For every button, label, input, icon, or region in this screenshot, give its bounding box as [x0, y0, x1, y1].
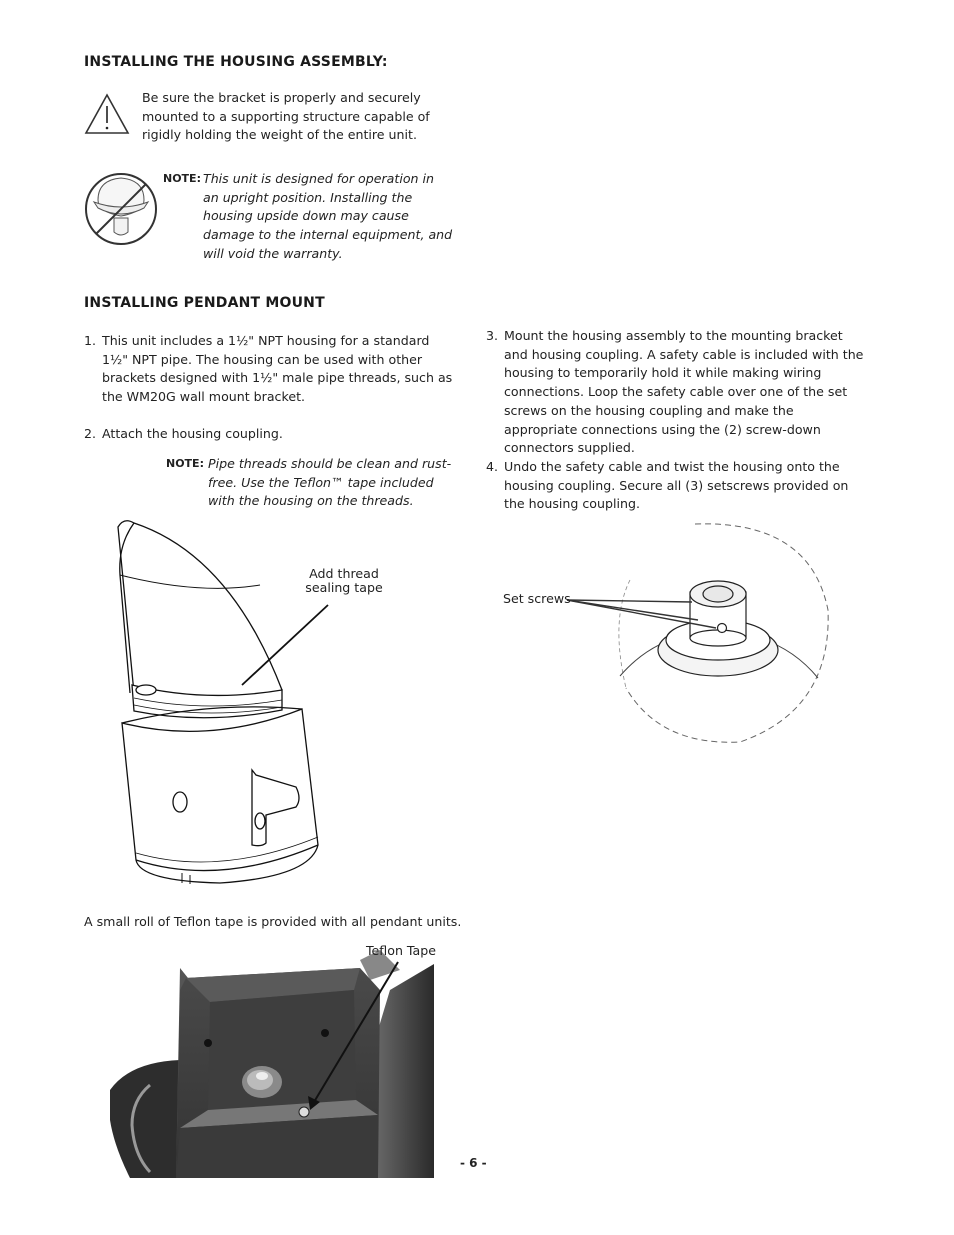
step-3	[486, 327, 870, 458]
step-number: 4.	[486, 459, 499, 474]
teflon-caption: A small roll of Teflon tape is provided with all pendant units.	[84, 914, 462, 929]
step-number: 2.	[84, 426, 97, 441]
teflon-tape-label: Teflon Tape	[366, 943, 436, 958]
set-screws-illustration	[600, 520, 832, 746]
step-4	[486, 458, 870, 514]
step-text: Mount the housing assembly to the mounting bracket and housing coupling. A safety cable is included with the housing to temporarily hold it while making wiring connections. Loop the safety cable over one of the set screws on the housing coupling and make the appropriate connections using the (2) screw-down connectors supplied.	[504, 328, 864, 456]
warning-icon	[84, 92, 130, 136]
warning-text: Be sure the bracket is properly and securely mounted to a supporting structure capable of rigidly holding the weight of the entire unit.	[142, 90, 430, 143]
step-number: 1.	[84, 333, 97, 348]
note-text: This unit is designed for operation in an upright position. Installing the housing upside down may cause damage to the internal equipment, and will void the warranty.	[203, 171, 453, 261]
note-label: NOTE:	[163, 172, 201, 185]
note-text: Pipe threads should be clean and rust-free. Use the Teflon™ tape included with the housing on the threads.	[208, 456, 452, 509]
step-1	[84, 332, 456, 407]
no-upside-down-icon	[84, 172, 158, 246]
set-screws-label: Set screws	[503, 591, 571, 606]
section-title-pendant: INSTALLING PENDANT MOUNT	[84, 295, 325, 311]
page-number: - 6 -	[460, 1156, 487, 1170]
teflon-box-photo	[110, 950, 440, 1182]
step-text: Undo the safety cable and twist the housing onto the housing coupling. Secure all (3) setscrews provided on the housing coupling.	[504, 459, 849, 512]
step-text: Attach the housing coupling.	[102, 426, 283, 441]
step-text: This unit includes a 1½" NPT housing for a standard 1½" NPT pipe. The housing can be used with other brackets designed with 1½" male pipe threads, such as the WM20G wall mount bracket.	[102, 333, 453, 405]
step-number: 3.	[486, 328, 499, 343]
housing-coupling-illustration	[110, 515, 320, 890]
step-2	[84, 425, 456, 444]
note-label: NOTE:	[166, 457, 204, 470]
thread-note	[166, 455, 456, 511]
thread-tape-label: Add thread sealing tape	[305, 566, 383, 595]
section-title-housing: INSTALLING THE HOUSING ASSEMBLY:	[84, 54, 388, 70]
upright-note	[163, 170, 453, 264]
